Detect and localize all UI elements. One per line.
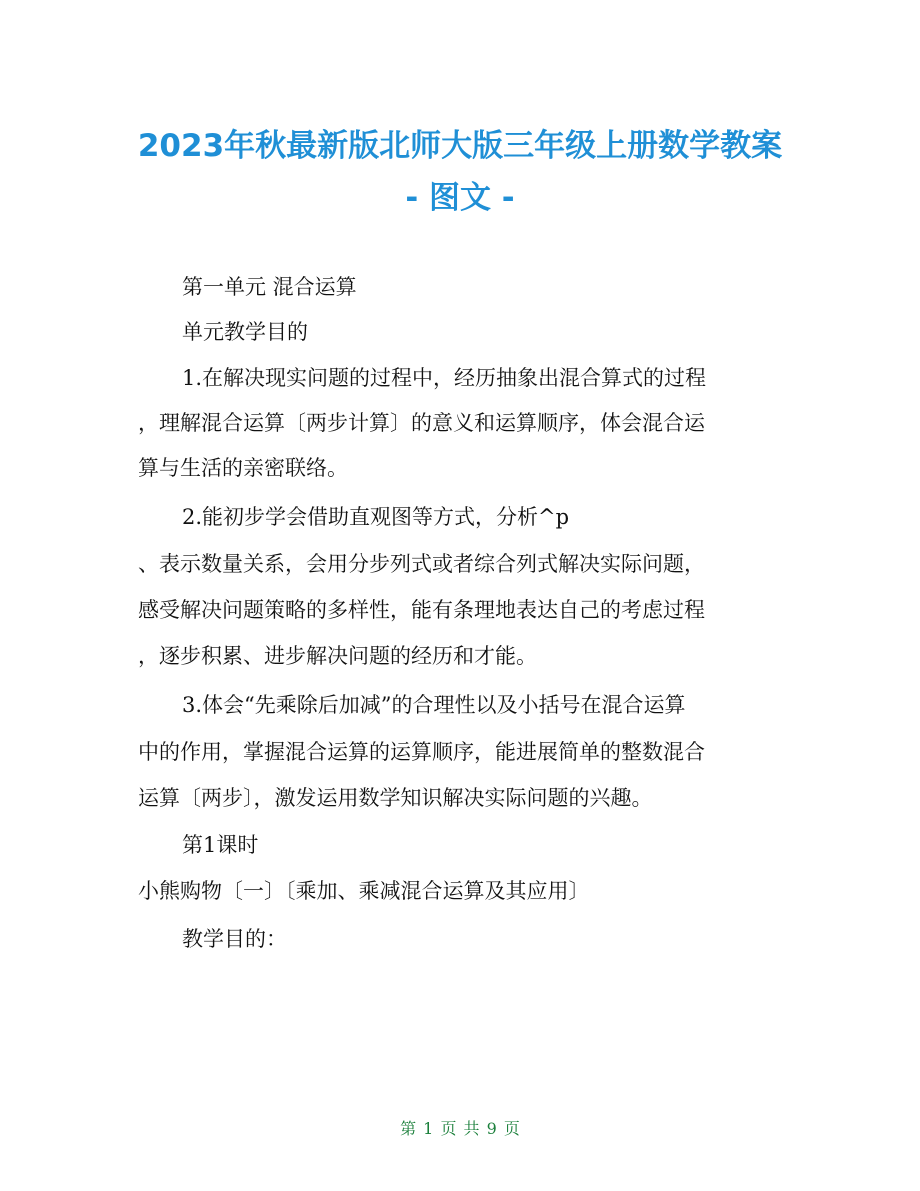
paragraph-line: ，理解混合运算〔两步计算〕的意义和运算顺序，体会混合运 <box>138 411 705 435</box>
paragraph-unit-goals: 单元教学目的 <box>182 320 308 344</box>
paragraph-line: 中的作用，掌握混合运算的运算顺序，能进展简单的整数混合 <box>138 740 705 764</box>
paragraph-line: 算与生活的亲密联络。 <box>138 456 348 480</box>
paragraph-goal-2: 2.能初步学会借助直观图等方式，分析^p <box>182 505 570 529</box>
paragraph-goal-3: 3.体会“先乘除后加减”的合理性以及小括号在混合运算 <box>182 693 686 717</box>
paragraph-line: 运算〔两步〕，激发运用数学知识解决实际问题的兴趣。 <box>138 786 653 810</box>
paragraph-lesson-number: 第1课时 <box>182 833 259 857</box>
paragraph-teaching-goals: 教学目的： <box>182 927 287 951</box>
paragraph-unit-heading: 第一单元 混合运算 <box>182 275 357 299</box>
paragraph-line: 、表示数量关系，会用分步列式或者综合列式解决实际问题， <box>138 552 705 576</box>
paragraph-goal-1: 1.在解决现实问题的过程中，经历抽象出混合算式的过程 <box>182 366 707 390</box>
page-footer: 第 1 页 共 9 页 <box>400 1119 520 1138</box>
document-title: 2023年秋最新版北师大版三年级上册数学教案 <box>137 128 783 164</box>
paragraph-lesson-title: 小熊购物〔一〕〔乘加、乘减混合运算及其应用〕 <box>138 879 590 903</box>
paragraph-line: ，逐步积累、进步解决问题的经历和才能。 <box>138 644 537 668</box>
document-title-line2: - 图文 - <box>405 180 515 216</box>
paragraph-line: 感受解决问题策略的多样性，能有条理地表达自己的考虑过程 <box>138 598 705 622</box>
